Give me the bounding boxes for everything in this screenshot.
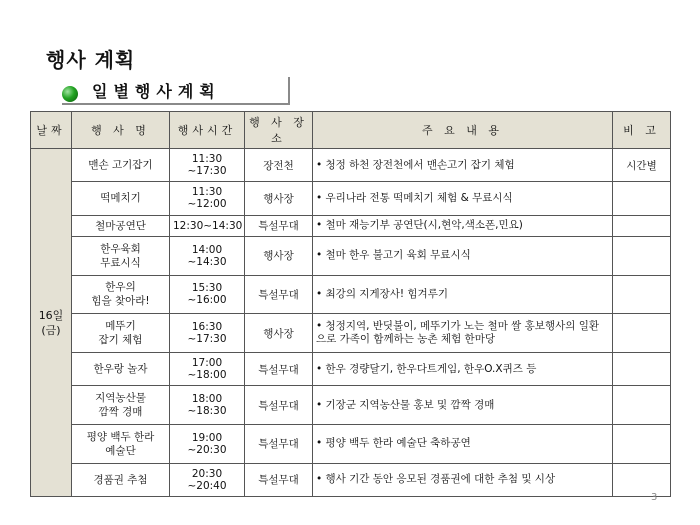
table-row [31,236,671,275]
event-time-cell: 16:30 ~17:30 [170,314,245,353]
event-time-cell: 19:00 ~20:30 [170,424,245,463]
event-content-cell: • 기장군 지역농산물 홍보 및 깜짝 경매 [313,386,613,425]
event-time-cell: 12:30~14:30 [170,215,245,236]
event-place-cell: 특설무대 [245,215,313,236]
event-content-cell: • 평양 백두 한라 예술단 축하공연 [313,424,613,463]
event-content-cell: • 최강의 지게장사! 힘겨루기 [313,275,613,314]
section-subtitle: 일별행사계획 [92,82,221,101]
header-date: 날짜 [31,112,72,149]
note-cell [613,314,671,353]
event-place-cell: 특설무대 [245,424,313,463]
note-cell [613,182,671,215]
event-place-cell: 특설무대 [245,463,313,496]
page-number: 3 [651,492,658,503]
event-content-cell: • 청정지역, 반딧불이, 메뚜기가 노는 철마 쌀 홍보행사의 일환으로 가족이 함께하는 농촌 체험 한마당 [313,314,613,353]
event-name-cell: 한우랑 놀자 [72,352,170,385]
header-event-place: 행 사 장 소 [245,112,313,149]
note-cell: 시간별 [613,149,671,182]
event-place-cell: 특설무대 [245,386,313,425]
event-name-cell: 지역농산물 깜짝 경매 [72,386,170,425]
event-time-cell: 20:30 ~20:40 [170,463,245,496]
event-content-cell: • 우리나라 전통 떡메치기 체험 & 무료시식 [313,182,613,215]
page-title: 행사 계획 [46,48,136,72]
event-time-cell: 11:30 ~12:00 [170,182,245,215]
event-place-cell: 특설무대 [245,352,313,385]
event-name-cell: 메뚜기 잡기 체험 [72,314,170,353]
note-cell [613,215,671,236]
table-row [31,386,671,425]
event-place-cell: 행사장 [245,236,313,275]
table-row [31,352,671,385]
event-content-cell: • 청정 하천 장전천에서 맨손고기 잡기 체험 [313,149,613,182]
event-time-cell: 14:00 ~14:30 [170,236,245,275]
event-name-cell: 평양 백두 한라 예술단 [72,424,170,463]
table-row [31,424,671,463]
table-body [31,149,671,497]
note-cell [613,275,671,314]
table-row [31,149,671,182]
table-row [31,275,671,314]
header-event-time: 행사시간 [170,112,245,149]
note-cell [613,424,671,463]
header-main-content: 주 요 내 용 [313,112,613,149]
event-place-cell: 행사장 [245,314,313,353]
event-content-cell: • 철마 재능기부 공연단(시,현악,색소폰,민요) [313,215,613,236]
date-cell: 16일 (금) [31,149,72,497]
table-header-row [31,112,671,149]
event-name-cell: 철마공연단 [72,215,170,236]
event-name-cell: 한우육회 무료시식 [72,236,170,275]
schedule-table [30,111,671,497]
note-cell [613,352,671,385]
table-row [31,463,671,496]
note-cell [613,236,671,275]
event-place-cell: 장전천 [245,149,313,182]
event-time-cell: 18:00 ~18:30 [170,386,245,425]
event-content-cell: • 행사 기간 동안 응모된 경품권에 대한 추첨 및 시상 [313,463,613,496]
header-event-name: 행 사 명 [72,112,170,149]
event-time-cell: 17:00 ~18:00 [170,352,245,385]
note-cell [613,463,671,496]
event-time-cell: 11:30 ~17:30 [170,149,245,182]
event-name-cell: 한우의 힘을 찾아라! [72,275,170,314]
event-place-cell: 행사장 [245,182,313,215]
event-name-cell: 맨손 고기잡기 [72,149,170,182]
event-name-cell: 경품권 추첨 [72,463,170,496]
header-note: 비 고 [613,112,671,149]
note-cell [613,386,671,425]
table-row [31,314,671,353]
event-content-cell: • 철마 한우 불고기 육회 무료시식 [313,236,613,275]
event-name-cell: 떡메치기 [72,182,170,215]
event-content-cell: • 한우 경량달기, 한우다트게임, 한우O.X퀴즈 등 [313,352,613,385]
table-row [31,182,671,215]
event-place-cell: 특설무대 [245,275,313,314]
green-bullet-icon [62,86,78,102]
event-time-cell: 15:30 ~16:00 [170,275,245,314]
table-row [31,215,671,236]
